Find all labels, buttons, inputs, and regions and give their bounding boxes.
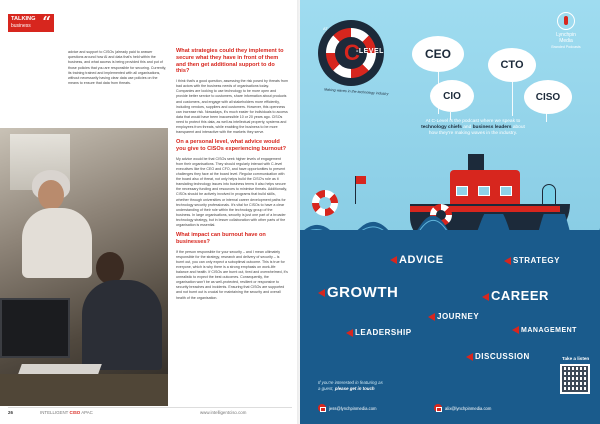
desc-part: At C-Level is the podcast where we speak to [425, 119, 521, 124]
balloon-ceo [412, 36, 464, 72]
photo-monitor [0, 298, 70, 358]
talking-business-logo [8, 14, 54, 32]
at-c-level-logo [318, 20, 384, 86]
desc-bold: business leaders [472, 125, 512, 131]
topic-arrow-icon [504, 257, 511, 265]
logo-at: AT [323, 26, 328, 31]
cabin-window [456, 186, 468, 196]
desc-part: and [461, 125, 473, 131]
desc-part: about how they're making waves in the industry. [428, 125, 525, 137]
section-heading-strategies: What strategies could they implement to secure what they have in front of them and then get additional support to do this? [176, 48, 284, 75]
email-icon [318, 404, 326, 412]
publication-name [40, 410, 93, 415]
topic-advice [390, 254, 444, 266]
topic-discussion [466, 352, 530, 361]
cabin-window [478, 186, 490, 196]
topic-arrow-icon [428, 313, 435, 321]
page-number: 26 [8, 410, 13, 415]
podcast-tagline: Making waves in the technology industry [323, 87, 389, 97]
footer-url[interactable]: www.intelligentciso.com [200, 410, 247, 415]
topic-arrow-icon [482, 293, 489, 301]
contact-email[interactable]: alix@lynchpinmedia.com [445, 405, 492, 411]
topic-label: LEADERSHIP [355, 328, 412, 337]
topic-arrow-icon [318, 289, 325, 297]
balloon-string [512, 82, 513, 116]
logo-line1: TALKING [11, 16, 36, 22]
topic-arrow-icon [346, 329, 353, 337]
logo-line2: business [11, 23, 31, 29]
brand-line2: Media [559, 38, 573, 44]
topic-label: JOURNEY [437, 312, 480, 321]
contact-jess[interactable] [318, 404, 377, 412]
section-paragraph: My advice would be that CISOs seek higher levels of engagement from their organisations. They should regularly interact with C-level executives like the CEO and CFO, and have opportunities to present challenges they face at the board level. Regular communication with the board also of threat, not only helps build the CISO's role as it translating technology issues into business terms it also helps secure the necessary funding and resources to minimise threats. Additionally, CISOs should be actively involved in programs that build skills, whether through universities or internal career development paths for technology security professionals. It's vital for CISOs to have a clear understanding of their role within the technology group of the business. In large organisations, security is just one part of a broader technology strategy, but in lesser collaboration with other parts of the organisation is essential. [176, 156, 287, 228]
balloon-label: CISO [535, 91, 561, 103]
topic-label: CAREER [491, 288, 549, 303]
topic-label: GROWTH [327, 284, 399, 301]
boat-cabin [450, 170, 520, 206]
page-footer [0, 408, 300, 418]
balloon-cio [430, 80, 474, 112]
contact-email[interactable]: jess@lynchpinmedia.com [329, 405, 377, 411]
qr-pattern [562, 366, 588, 392]
balloon-label: CIO [443, 90, 461, 102]
brand-line1: Lynchpin [556, 32, 576, 38]
topic-label: MANAGEMENT [521, 326, 577, 334]
section-heading-impact: What impact can burnout have on businesses? [176, 232, 266, 245]
email-icon [434, 404, 442, 412]
right-page-advert [300, 0, 600, 424]
office-photo [0, 128, 168, 406]
brand-tagline: Branded Podcasts [551, 45, 581, 49]
photo-person-head [38, 180, 64, 210]
topic-arrow-icon [512, 326, 519, 334]
section-heading-advice: On a personal level, what advice would you give to CISOs experiencing burnout? [176, 139, 287, 153]
topic-strategy [504, 256, 560, 265]
guest-call-to-action [318, 380, 383, 391]
cta-line2-prefix: a guest, [318, 385, 335, 391]
balloon-cto [488, 48, 536, 82]
lynchpin-mark-icon [557, 12, 575, 30]
photo-person2-body [82, 280, 162, 370]
publication-prefix: INTELLIGENT [40, 410, 69, 415]
topic-leadership [346, 328, 412, 337]
lynchpin-media-logo [544, 12, 588, 50]
cta-line2 [318, 386, 383, 392]
balloon-ciso [524, 80, 572, 114]
balloon-label: CTO [500, 59, 524, 71]
cabin-window [500, 186, 512, 196]
flag-icon [356, 176, 366, 184]
intro-paragraph: advice and support to CISOs (already paid to answer questions around how AI and data that's held within the business, and what access is being provided this and put of those policies that you are responsible for securing. Currently, its training trained and implemented with all organisations, without necessarily having clear data use policies on the means to ensure that data from threats. [68, 50, 167, 86]
lifebuoy-icon [312, 190, 338, 216]
topic-label: DISCUSSION [475, 352, 530, 361]
logo-level: -LEVEL [356, 48, 384, 55]
topic-label: ADVICE [399, 254, 444, 266]
quote-mark-icon: “ [42, 13, 51, 31]
publication-suffix: APAC [81, 410, 93, 415]
topic-career [482, 288, 549, 303]
photo-keyboard [18, 364, 102, 374]
article-column [176, 48, 288, 305]
topic-journey [428, 312, 479, 321]
podcast-description [418, 119, 528, 138]
section-paragraph: If the person responsible for your security – and I mean ultimately responsible for the strategy, research and delivery of security – is burnt out, you can only expect a suboptimal outcome. This is true for everyone, which is why there is a strong emphasis on work-life balance and health. If CISOs are burnt out, tired and overwhelmed, it's unrealistic to expect the best outcomes. Consequently, the organisation won't be as well-protected, resilient or responsive to security breaches and incidents. Ensuring that CISOs are supported and not burnt out is crucial for maintaining the security and overall health of the organisation. [176, 249, 288, 300]
listen-label: Take a listen [562, 356, 590, 361]
balloon-label: CEO [424, 47, 451, 61]
cta-line1: If you're interested in featuring as [318, 380, 383, 385]
cta-line2-bold: please get in touch [334, 385, 375, 391]
publication-bold: CISO [69, 410, 81, 415]
topic-growth [318, 284, 398, 301]
contact-alix[interactable] [434, 404, 491, 412]
section-paragraph: I think that's a good question, assessing the risk posed by threats from bad actors with the business needs of organisations today. Companies are looking to use technology to be more open and provide better service to customers, share information about products and customers, and engage with all stakeholders more efficiently, including vendors, suppliers and customers. However, this openness can increase risk. Nowadays, it's much easier for individuals to access data that would have been inaccessible 10 or 20 years ago. CISOs need to protect this data, as well as intellectual property, systems and employees from threats, while enabling the business to be more transparent and interactive with the markets they serve. [176, 79, 288, 135]
photo-desk [0, 374, 168, 406]
topic-arrow-icon [390, 256, 397, 264]
qr-code-icon[interactable] [560, 364, 590, 394]
logo-c: C [344, 40, 360, 65]
topic-label: STRATEGY [513, 256, 560, 265]
topic-arrow-icon [466, 353, 473, 361]
desc-bold: technology chiefs [421, 125, 462, 131]
photo-person-body [22, 208, 92, 278]
topic-management [512, 326, 577, 334]
